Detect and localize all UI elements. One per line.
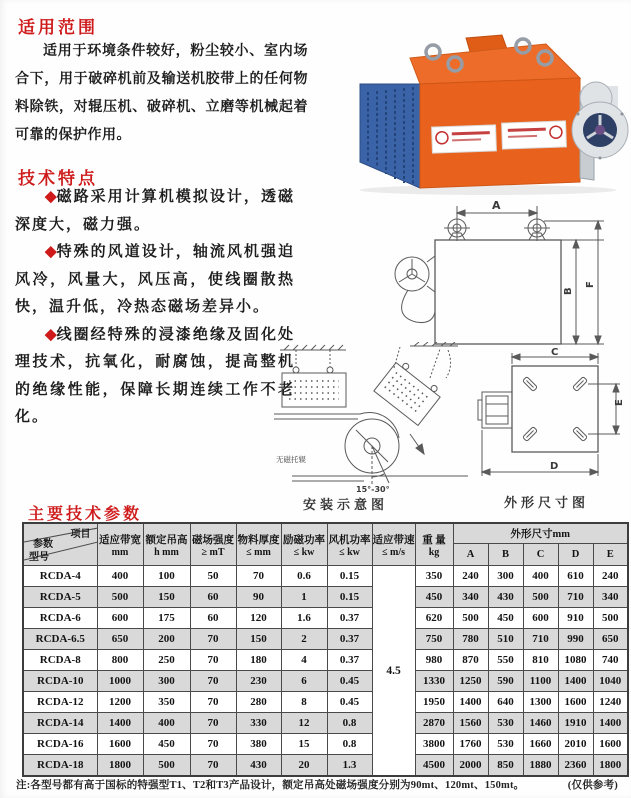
value-cell: 70 [190, 692, 236, 713]
value-cell: 1950 [415, 692, 453, 713]
value-cell: 2 [281, 629, 327, 650]
value-cell: 500 [593, 608, 628, 629]
value-cell: 240 [453, 566, 488, 587]
outline-caption: 外形尺寸图 [504, 495, 590, 510]
dim-label-f: F [585, 281, 596, 288]
value-cell: 1300 [523, 692, 558, 713]
side-view-diagram [380, 196, 630, 354]
value-cell: 2360 [558, 755, 593, 777]
value-cell: 240 [593, 566, 628, 587]
value-cell: 1040 [593, 671, 628, 692]
col-header: 额定吊高 h mm [143, 523, 190, 566]
value-cell: 1600 [97, 734, 143, 755]
model-cell: RCDA-6 [23, 608, 97, 629]
value-cell: 400 [523, 566, 558, 587]
value-cell: 20 [281, 755, 327, 777]
model-cell: RCDA-5 [23, 587, 97, 608]
value-cell: 1080 [558, 650, 593, 671]
dim-subcol-header: C [523, 544, 558, 566]
table-row [23, 713, 628, 734]
footnote-right: (仅供参考) [567, 780, 618, 791]
value-cell: 710 [558, 587, 593, 608]
value-cell: 500 [523, 587, 558, 608]
value-cell: 2010 [558, 734, 593, 755]
table-row [23, 629, 628, 650]
value-cell: 12 [281, 713, 327, 734]
footnote [16, 777, 618, 792]
value-cell: 1880 [523, 755, 558, 777]
table-row [23, 755, 628, 777]
value-cell: 1660 [523, 734, 558, 755]
value-cell: 330 [236, 713, 281, 734]
value-cell: 590 [488, 671, 523, 692]
value-cell: 0.45 [327, 692, 372, 713]
value-cell: 150 [143, 587, 190, 608]
table-row [23, 734, 628, 755]
dim-subcol-header: A [453, 544, 488, 566]
value-cell: 430 [488, 587, 523, 608]
value-cell: 340 [593, 587, 628, 608]
col-header: 重 量 kg [415, 523, 453, 566]
value-cell: 1 [281, 587, 327, 608]
value-cell: 2870 [415, 713, 453, 734]
value-cell: 90 [236, 587, 281, 608]
col-header: 励磁功率 ≤ kw [281, 523, 327, 566]
side-fan [395, 256, 435, 323]
value-cell: 8 [281, 692, 327, 713]
value-cell: 0.8 [327, 734, 372, 755]
value-cell: 500 [453, 608, 488, 629]
scope-heading: 适用范围 [18, 18, 98, 37]
value-cell: 100 [143, 566, 190, 587]
dim-label-a: A [492, 199, 501, 212]
table-row [23, 566, 628, 587]
value-cell: 60 [190, 608, 236, 629]
value-cell: 175 [143, 608, 190, 629]
value-cell: 1250 [453, 671, 488, 692]
value-cell: 750 [415, 629, 453, 650]
value-cell: 510 [488, 629, 523, 650]
outline-dimension-diagram [476, 348, 631, 482]
dim-label-c: C [551, 348, 559, 358]
diamond-bullet-icon: ◆ [45, 189, 57, 205]
value-cell: 980 [415, 650, 453, 671]
value-cell: 500 [97, 587, 143, 608]
diamond-bullet-icon: ◆ [45, 326, 57, 343]
corner-header-cell: 项目 参数 型号 [23, 523, 97, 566]
value-cell: 350 [415, 566, 453, 587]
diamond-bullet-icon: ◆ [45, 244, 57, 260]
value-cell: 0.15 [327, 587, 372, 608]
scope-paragraph: 适用于环境条件较好，粉尘较小、室内场合下，用于破碎机前及输送机胶带上的任何物料除铁，对辊压机、破碎机、立磨等机械起着可靠的保护作用。 [15, 44, 308, 143]
model-cell: RCDA-18 [23, 755, 97, 777]
value-cell: 1800 [593, 755, 628, 777]
nameplate-right [502, 121, 567, 149]
value-cell: 70 [190, 734, 236, 755]
value-cell: 0.8 [327, 713, 372, 734]
value-cell: 250 [143, 650, 190, 671]
features-list [15, 184, 295, 432]
value-cell: 500 [143, 755, 190, 777]
value-cell: 990 [558, 629, 593, 650]
value-cell: 640 [488, 692, 523, 713]
col-header: 物料厚度 ≤ mm [236, 523, 281, 566]
col-header: 适应带速 ≤ m/s [372, 523, 415, 566]
value-cell: 1330 [415, 671, 453, 692]
spec-heading: 主要技术参数 [28, 506, 143, 523]
value-cell: 70 [190, 671, 236, 692]
value-cell: 620 [415, 608, 453, 629]
value-cell: 870 [453, 650, 488, 671]
value-cell: 1600 [558, 692, 593, 713]
value-cell: 4500 [415, 755, 453, 777]
col-header: 适应带宽 mm [97, 523, 143, 566]
nameplate-left [432, 125, 497, 153]
dim-group-header: 外形尺寸mm [453, 523, 628, 544]
value-cell: 450 [143, 734, 190, 755]
value-cell: 1000 [97, 671, 143, 692]
value-cell: 70 [190, 650, 236, 671]
value-cell: 4 [281, 650, 327, 671]
value-cell: 0.37 [327, 629, 372, 650]
value-cell: 300 [488, 566, 523, 587]
value-cell: 2000 [453, 755, 488, 777]
value-cell: 450 [415, 587, 453, 608]
installation-diagram [272, 342, 472, 494]
value-cell: 15 [281, 734, 327, 755]
value-cell: 60 [190, 587, 236, 608]
value-cell: 6 [281, 671, 327, 692]
spec-table [22, 522, 629, 777]
dim-label-d: D [550, 461, 559, 472]
value-cell: 0.37 [327, 608, 372, 629]
value-cell: 0.15 [327, 566, 372, 587]
value-cell: 0.6 [281, 566, 327, 587]
feature-item: ◆线圈经特殊的浸漆绝缘及固化处理技术，抗氧化，耐腐蚀，提高整机的绝缘性能，保障长期连续工作不老化。 [15, 326, 295, 425]
value-cell: 910 [558, 608, 593, 629]
outline-fan [478, 392, 512, 428]
value-cell: 120 [236, 608, 281, 629]
value-cell: 280 [236, 692, 281, 713]
value-cell: 1760 [453, 734, 488, 755]
dim-label-e: E [614, 399, 625, 406]
value-cell: 610 [558, 566, 593, 587]
value-cell: 70 [236, 566, 281, 587]
spec-table-body [23, 566, 628, 777]
value-cell: 600 [523, 608, 558, 629]
blower-fan [572, 82, 628, 180]
table-row [23, 587, 628, 608]
col-header: 磁场强度 ≥ mT [190, 523, 236, 566]
table-row [23, 671, 628, 692]
feature-item: ◆磁路采用计算机模拟设计，透磁深度大，磁力强。 [15, 189, 295, 233]
value-cell: 400 [97, 566, 143, 587]
idler-label: 无磁托辊 [276, 455, 306, 464]
value-cell: 70 [190, 755, 236, 777]
table-row [23, 692, 628, 713]
value-cell: 1400 [453, 692, 488, 713]
value-cell: 180 [236, 650, 281, 671]
value-cell: 340 [453, 587, 488, 608]
value-cell: 50 [190, 566, 236, 587]
value-cell: 530 [488, 713, 523, 734]
dim-label-b: B [563, 287, 574, 295]
value-cell: 1400 [558, 671, 593, 692]
value-cell: 710 [523, 629, 558, 650]
value-cell: 550 [488, 650, 523, 671]
col-header: 风机功率 ≤ kw [327, 523, 372, 566]
value-cell: 650 [97, 629, 143, 650]
value-cell: 3800 [415, 734, 453, 755]
value-cell: 780 [453, 629, 488, 650]
install-caption: 安装示意图 [303, 497, 389, 512]
value-cell: 400 [143, 713, 190, 734]
value-cell: 430 [236, 755, 281, 777]
value-cell: 1.6 [281, 608, 327, 629]
value-cell: 450 [488, 608, 523, 629]
dim-subcol-header: E [593, 544, 628, 566]
value-cell: 800 [97, 650, 143, 671]
angle-label: 15°-30° [356, 485, 390, 494]
value-cell: 0.45 [327, 671, 372, 692]
band-speed-merged-cell: 4.5 [372, 566, 415, 777]
model-cell: RCDA-4 [23, 566, 97, 587]
value-cell: 300 [143, 671, 190, 692]
value-cell: 150 [236, 629, 281, 650]
value-cell: 530 [488, 734, 523, 755]
value-cell: 350 [143, 692, 190, 713]
value-cell: 200 [143, 629, 190, 650]
value-cell: 1600 [593, 734, 628, 755]
value-cell: 380 [236, 734, 281, 755]
value-cell: 1400 [593, 713, 628, 734]
value-cell: 600 [97, 608, 143, 629]
table-row [23, 608, 628, 629]
model-cell: RCDA-8 [23, 650, 97, 671]
value-cell: 1200 [97, 692, 143, 713]
model-cell: RCDA-14 [23, 713, 97, 734]
product-photo [338, 22, 630, 197]
feature-item: ◆特殊的风道设计，轴流风机强迫风冷，风量大，风压高，使线圈散热快，温升低，冷热态磁场差异小。 [15, 244, 295, 315]
model-cell: RCDA-6.5 [23, 629, 97, 650]
value-cell: 1400 [97, 713, 143, 734]
value-cell: 1100 [523, 671, 558, 692]
value-cell: 740 [593, 650, 628, 671]
dim-subcol-header: B [488, 544, 523, 566]
model-cell: RCDA-12 [23, 692, 97, 713]
value-cell: 0.37 [327, 650, 372, 671]
value-cell: 1800 [97, 755, 143, 777]
value-cell: 1910 [558, 713, 593, 734]
table-row [23, 650, 628, 671]
features-heading: 技术特点 [18, 169, 98, 188]
value-cell: 810 [523, 650, 558, 671]
value-cell: 1560 [453, 713, 488, 734]
value-cell: 70 [190, 629, 236, 650]
value-cell: 70 [190, 713, 236, 734]
value-cell: 1.3 [327, 755, 372, 777]
footnote-text: 注:各型号都有高于国标的特强型T1、T2和T3产品设计，额定吊高处磁场强度分别为90mt、120mt、150mt。 [16, 780, 525, 791]
dim-subcol-header: D [558, 544, 593, 566]
model-cell: RCDA-10 [23, 671, 97, 692]
value-cell: 1240 [593, 692, 628, 713]
value-cell: 230 [236, 671, 281, 692]
model-cell: RCDA-16 [23, 734, 97, 755]
value-cell: 1460 [523, 713, 558, 734]
value-cell: 650 [593, 629, 628, 650]
value-cell: 850 [488, 755, 523, 777]
